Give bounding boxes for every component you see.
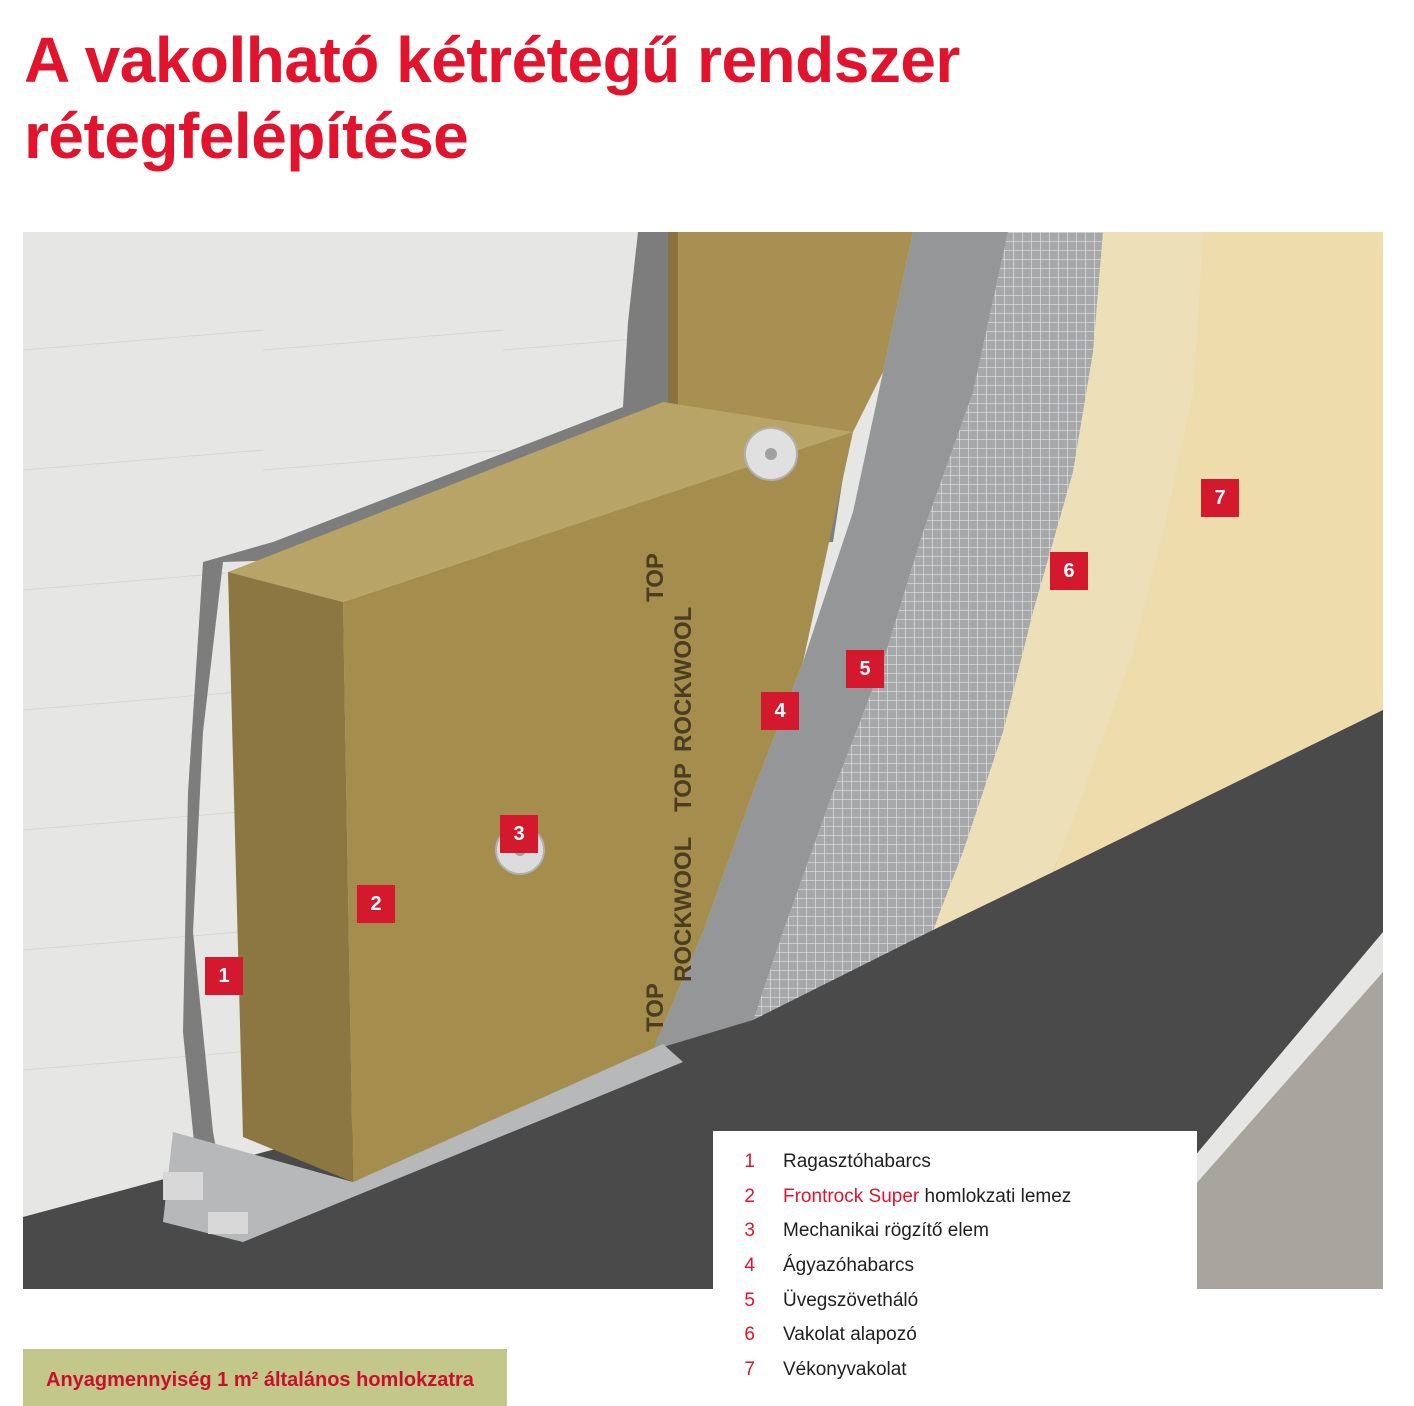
legend-text: Ragasztóhabarcs [783, 1151, 931, 1173]
profile-clip-2 [208, 1212, 248, 1234]
marker-4: 4 [761, 692, 799, 730]
marker-2: 2 [357, 885, 395, 923]
legend-item [713, 1318, 1197, 1353]
board-print-top-3: TOP [642, 983, 669, 1032]
legend-number: 3 [744, 1220, 755, 1242]
legend-number: 7 [744, 1358, 755, 1380]
insulation-board-side [228, 572, 353, 1182]
legend-item [713, 1180, 1197, 1215]
legend-number: 6 [744, 1324, 755, 1346]
layer-legend [713, 1131, 1197, 1406]
title-line-2: rétegfelépítése [24, 100, 469, 172]
material-quantity-box [23, 1349, 507, 1406]
material-quantity-heading: Anyagmennyiség 1 m² általános homlokzatra [46, 1369, 474, 1391]
title-line-1: A vakolható kétrétegű rendszer [24, 24, 960, 96]
board-print-rockwool-1: ROCKWOOL [670, 606, 697, 752]
board-print-top-1: TOP [670, 763, 697, 812]
legend-number: 5 [744, 1289, 755, 1311]
marker-3: 3 [500, 815, 538, 853]
legend-item [713, 1249, 1197, 1284]
legend-item [713, 1353, 1197, 1388]
legend-text: homlokzati lemez [919, 1185, 1072, 1207]
legend-item [713, 1283, 1197, 1318]
legend-text: Üvegszövetháló [783, 1289, 919, 1311]
legend-text: Mechanikai rögzítő elem [783, 1220, 989, 1242]
legend-item [713, 1214, 1197, 1249]
board-print-top-2: TOP [642, 553, 669, 602]
page-title [24, 22, 1124, 174]
profile-clip-1 [163, 1172, 203, 1200]
marker-7: 7 [1201, 479, 1239, 517]
legend-item [713, 1145, 1197, 1180]
legend-text: Vékonyvakolat [783, 1358, 907, 1380]
marker-6: 6 [1050, 552, 1088, 590]
legend-product-name: Frontrock Super [783, 1185, 920, 1207]
legend-text: Ágyazóhabarcs [783, 1255, 914, 1277]
legend-number: 1 [744, 1151, 755, 1173]
legend-number: 4 [744, 1255, 755, 1277]
legend-number: 2 [744, 1185, 755, 1207]
marker-1: 1 [205, 957, 243, 995]
legend-text: Vakolat alapozó [783, 1324, 917, 1346]
marker-5: 5 [846, 650, 884, 688]
upper-board-side [668, 232, 678, 432]
board-print-rockwool-2: ROCKWOOL [670, 836, 697, 982]
